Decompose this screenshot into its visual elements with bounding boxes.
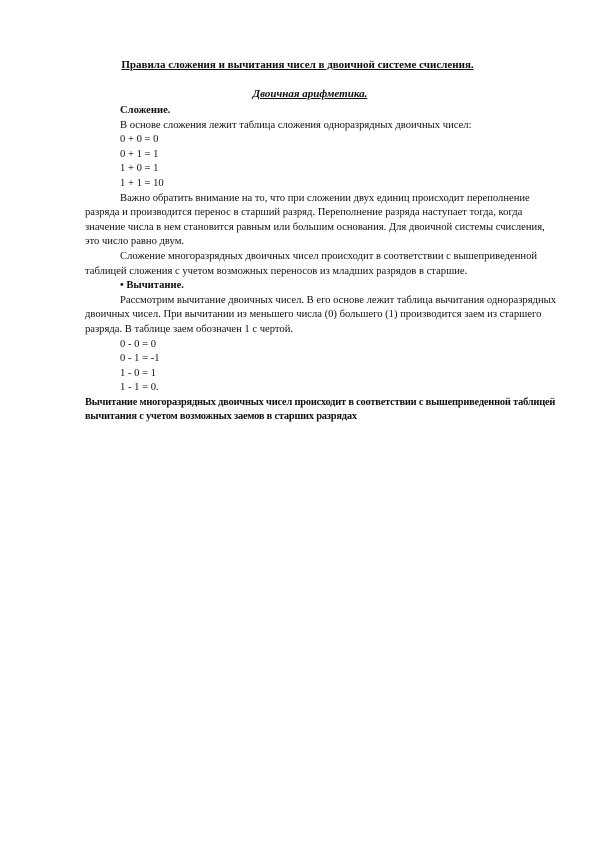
subtraction-table-row: 1 - 0 = 1 (120, 367, 156, 379)
document-body (85, 104, 560, 425)
subtraction-intro: Рассмотрим вычитание двоичных чисел. В его основе лежит таблица вычитания одноразрядных двоичных чисел. При вычитании из меньшего числа (0) большего (1) производится заем из старшего разряда. В таблице заем обозначен 1 с чертой. (85, 294, 557, 335)
addition-intro: В основе сложения лежит таблица сложения одноразрядных двоичных чисел: (120, 119, 472, 131)
addition-table-row: 0 + 0 = 0 (120, 134, 159, 146)
section-subtitle: Двоичная арифметика. (252, 88, 368, 100)
subtraction-table-row: 1 - 1 = 0. (120, 382, 159, 394)
subtraction-heading: • Вычитание. (120, 280, 184, 292)
addition-table-row: 1 + 0 = 1 (120, 163, 159, 175)
addition-note: Важно обратить внимание на то, что при сложении двух единиц происходит переполнение разряда и производится перенос в старший разряд. Переполнение разряда наступает тогда, когда значение числа в нем становится равным или большим основания. Для двоичной системы счисления, это число равно двум. (85, 192, 545, 248)
addition-table-row: 0 + 1 = 1 (120, 148, 159, 160)
subtraction-table-row: 0 - 0 = 0 (120, 338, 156, 350)
addition-multi: Сложение многоразрядных двоичных чисел происходит в соответствии с вышеприведенной таблицей сложения с учетом возможных переносов из младших разрядов в старшие. (85, 250, 538, 277)
document-title: Правила сложения и вычитания чисел в двоичной системе счисления. (121, 59, 474, 71)
subtraction-multi: Вычитание многоразрядных двоичных чисел происходит в соответствии с вышеприведенной таблицей вычитания с учетом возможных заемов в старших разрядах (85, 396, 556, 423)
subtraction-table-row: 0 - 1 = -1 (120, 353, 160, 365)
addition-heading: Сложение. (120, 105, 171, 116)
addition-table-row: 1 + 1 = 10 (120, 177, 164, 189)
